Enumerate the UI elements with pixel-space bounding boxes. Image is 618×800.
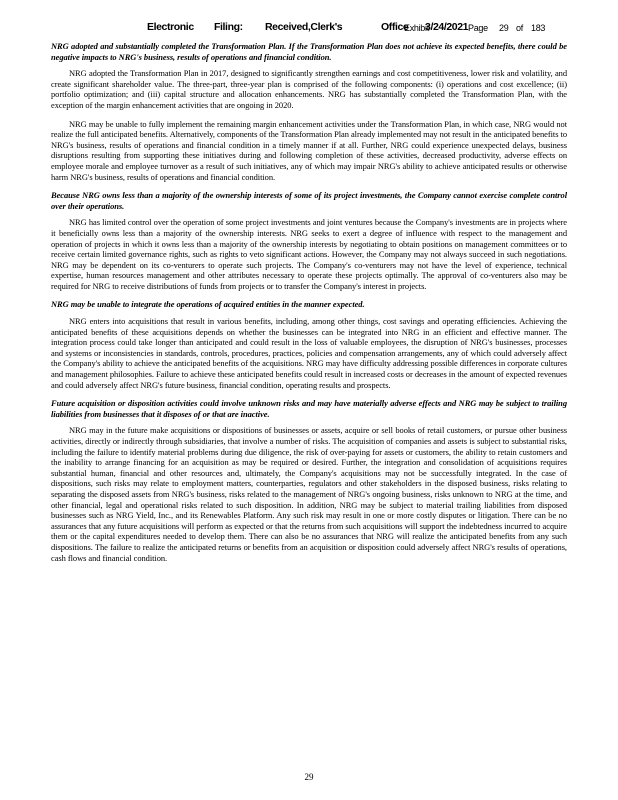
section-heading: NRG adopted and substantially completed the Transformation Plan. If the Transformation Plan does not achieve its expected benefits, there could be negative impacts to NRG's business, results of operations and financial condition.: [51, 41, 567, 62]
section-paragraph: NRG may be unable to fully implement the remaining margin enhancement activities under the Transformation Plan, in which case, NRG would not realize the full anticipated benefits. Alternatively, components of the Transformation Plan already implemented may not result in the anticipated benefits to NRG's business, results of operations and financial condition in a timely manner if at all. Further, NRG could experience unexpected delays, business disruptions resulting from supporting these initiatives during and following completion of these activities, decreased productivity, adverse effects on employee morale and employee turnover as a result of such initiatives, any of which may impair NRG's ability to achieve anticipated results or otherwise harm NRG's business, results of operations and financial condition.: [51, 118, 567, 182]
header-of-label: of: [516, 23, 523, 33]
section-heading: NRG may be unable to integrate the operations of acquired entities in the manner expected.: [51, 299, 365, 310]
document-body: [51, 41, 567, 571]
header-page-total: 183: [531, 23, 546, 33]
filing-header: [0, 21, 618, 35]
page-number-footer: 29: [304, 772, 314, 782]
header-filing: Filing:: [214, 21, 243, 33]
section-heading: Future acquisition or disposition activities could involve unknown risks and may have materially adverse effects and NRG may be subject to trailing liabilities from businesses that it disposes of or that are inactive.: [51, 398, 567, 419]
section-paragraph: NRG has limited control over the operation of some project investments and joint ventures because the Company's investments are in projects where it beneficially owns less than a majority of the ownership interests. NRG seeks to exert a degree of influence with respect to the management and operation of projects in which it owns less than a majority of the ownership interests by negotiating to obtain positions on management committees or to receive certain limited governance rights, such as rights to veto significant actions. However, the Company may not always succeed in such negotiations. NRG may be dependent on its co-venturers to operate such projects. The Company's co-venturers may not have the level of experience, technical expertise, human resources management and other attributes necessary to operate these projects optimally. The approval of co-venturers also may be required for NRG to receive distributions of funds from projects or to transfer the Company's interest in projects.: [51, 217, 567, 291]
section-paragraph: NRG may in the future make acquisitions or dispositions of businesses or assets, acquire or sell books of retail customers, or pursue other business activities, directly or indirectly through subsidiaries, that involve a number of risks. The acquisition of companies and assets is subject to substantial risks, including the failure to identify material problems during due diligence, the risk of over-paying for assets or customers, the ability to retain customers and the inability to arrange financing for an acquisition as may be required or desired. Further, the integration and consolidation of acquisitions requires substantial human, financial and other resources and, ultimately, the Company's acquisitions may not be successfully integrated. In the case of dispositions, such risks may relate to employment matters, counterparties, regulators and other stakeholders in the disposed business, risks relating to separating the disposed assets from NRG's business, risks related to the management of NRG's ongoing business, risks unknown to NRG at the time, and other financial, legal and operational risks related to such disposition. In addition, NRG may be subject to material trailing liabilities from disposed businesses such as NRG Yield, Inc., and its Renewables Platform. Any such risk may result in one or more costly disputes or litigation. There can be no assurances that any future acquisitions will perform as expected or that the returns from such acquisitions will support the indebtedness incurred to acquire them or the capital expenditures needed to develop them. There can also be no assurances that NRG will realize the anticipated benefits from any such dispositions. The failure to realize the anticipated returns or benefits from an acquisition or disposition could adversely affect NRG's results of operations, cash flows and financial condition.: [51, 425, 567, 563]
header-electronic: Electronic: [147, 21, 194, 33]
header-date: 3/24/2021: [425, 21, 469, 33]
section-paragraph: NRG enters into acquisitions that result in various benefits, including, among other things, cost savings and operating efficiencies. Achieving the anticipated benefits of these acquisitions depends on whether the businesses can be integrated into NRG in an efficient and effective manner. The integration process could take longer than anticipated and could result in the loss of valuable employees, the disruption of NRG's businesses, processes and systems or inconsistencies in standards, controls, procedures, practices, policies and compensation arrangements, any of which could adversely affect the Company's ability to achieve the anticipated benefits of the acquisitions. NRG may have difficulty addressing possible differences in corporate cultures and management philosophies. Failure to achieve these anticipated benefits could result in increased costs or decreases in the amount of expected revenues and could adversely affect NRG's future business, financial condition, operating results and prospects.: [51, 316, 567, 390]
section-paragraph: NRG adopted the Transformation Plan in 2017, designed to significantly strengthen earnings and cost competitiveness, lower risk and volatility, and create significant shareholder value. The three-part, three-year plan is comprised of the following components: (i) operations and cost excellence; (ii) portfolio optimization; and (iii) capital structure and allocation enhancements. NRG has substantially completed the Transformation Plan, with the exception of the margin enhancement activities that are ongoing in 2020.: [51, 68, 567, 110]
section-heading: Because NRG owns less than a majority of the ownership interests of some of its project investments, the Company cannot exercise complete control over their operations.: [51, 190, 567, 211]
header-received: Received,Clerk's: [265, 21, 343, 33]
header-page-number: 29: [499, 23, 509, 33]
header-office: Office: [381, 21, 409, 33]
header-exhibit: Exhibit: [404, 23, 429, 33]
header-page-label: Page: [468, 23, 488, 33]
